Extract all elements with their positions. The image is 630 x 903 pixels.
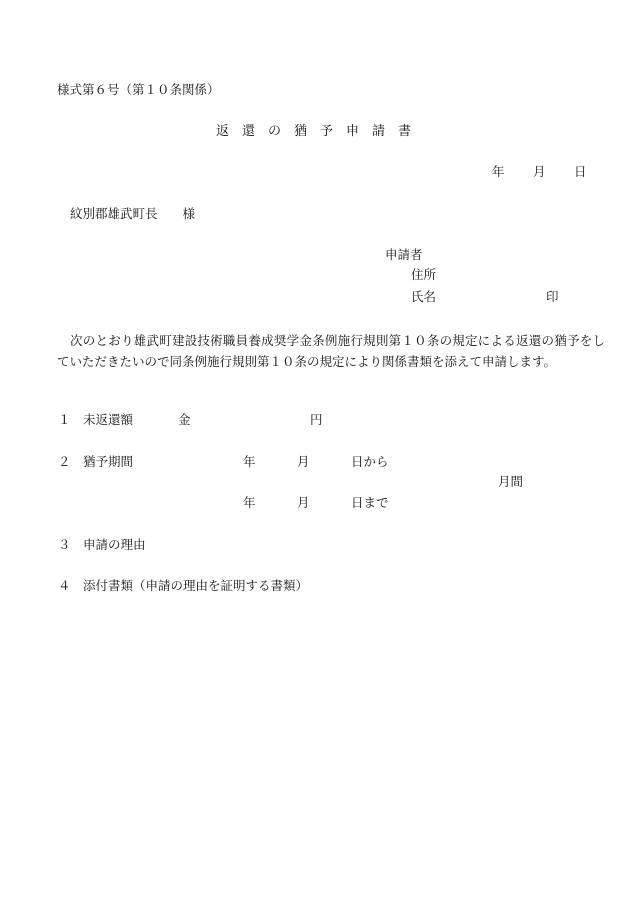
to-month: 月 <box>297 495 310 510</box>
seal-mark: 印 <box>546 289 559 304</box>
from-month: 月 <box>297 454 310 469</box>
yen-unit: 円 <box>310 412 323 427</box>
address-label: 住所 <box>411 267 437 282</box>
item-number: ２ <box>58 454 71 469</box>
body-paragraph: 次のとおり雄武町建設技術職員養成奨学金条例施行規則第１０条の規定による返還の猶予をしていただきたいので同条例施行規則第１０条の規定により関係書類を添えて申請します。 <box>57 333 605 369</box>
to-year: 年 <box>243 495 256 510</box>
months-unit: 月間 <box>498 474 524 489</box>
item-label: 猶予期間 <box>83 454 134 469</box>
item-number: ４ <box>58 578 71 593</box>
name-label: 氏名 <box>411 289 437 304</box>
addressee: 紋別郡雄武町長 様 <box>70 206 196 221</box>
from-year: 年 <box>243 454 256 469</box>
currency-label: 金 <box>178 412 191 427</box>
item-label: 添付書類（申請の理由を証明する書類） <box>83 578 309 593</box>
date-day: 日 <box>574 164 587 179</box>
from-day: 日から <box>351 454 389 469</box>
date-year: 年 <box>492 164 505 179</box>
to-day: 日まで <box>351 495 389 510</box>
item-number: ３ <box>58 537 71 552</box>
document-title: 返 還 の 猶 予 申 請 書 <box>216 124 412 139</box>
date-month: 月 <box>533 164 546 179</box>
item-number: １ <box>58 412 71 427</box>
item-label: 未返還額 <box>83 412 134 427</box>
form-number: 様式第６号（第１０条関係） <box>57 82 220 97</box>
item-label: 申請の理由 <box>83 537 146 552</box>
applicant-label: 申請者 <box>385 247 423 262</box>
